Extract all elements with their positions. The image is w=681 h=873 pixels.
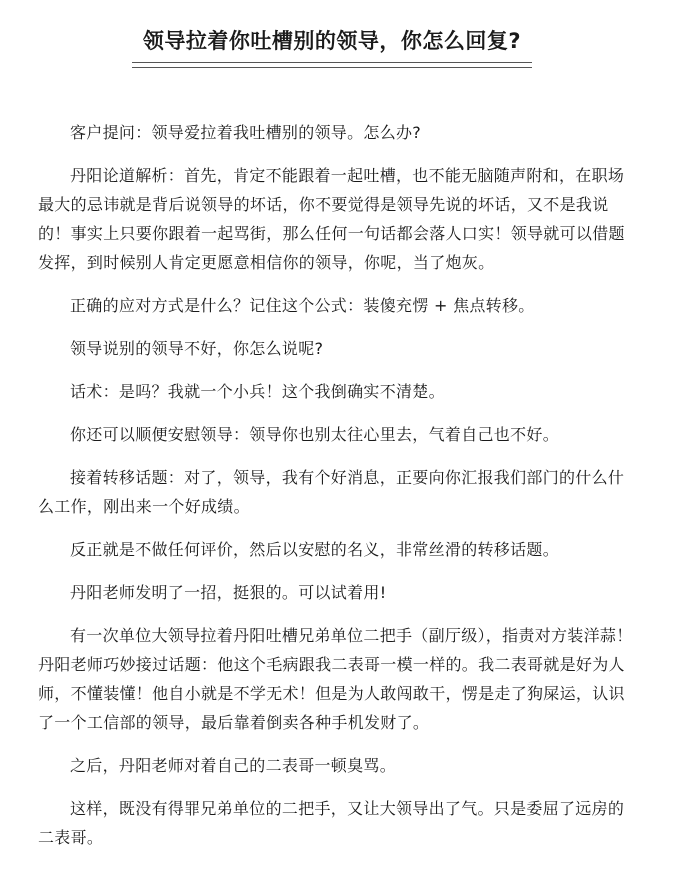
- paragraph-formula: 正确的应对方式是什么？记住这个公式：装傻充愣 + 焦点转移。: [70, 296, 535, 315]
- paragraph-script: 话术：是吗？我就一个小兵！这个我倒确实不清楚。: [70, 382, 445, 401]
- title-double-underline: [132, 62, 532, 68]
- paragraph-how-to-respond: 领导说别的领导不好，你怎么说呢?: [70, 339, 324, 358]
- paragraph-trick-intro: 丹阳老师发明了一招，挺狠的。可以试着用!: [70, 583, 387, 602]
- title-block: [132, 26, 532, 68]
- paragraph-comfort: 你还可以顺便安慰领导：领导你也别太往心里去，气着自己也不好。: [70, 425, 560, 444]
- article-title: 领导拉着你吐槽别的领导，你怎么回复?: [142, 29, 522, 53]
- paragraph-story: 有一次单位大领导拉着丹阳吐槽兄弟单位二把手（副厅级），指责对方装洋蒜！丹阳老师巧妙接过话题：他这个毛病跟我二表哥一模一样的。我二表哥就是好为人师，不懂装懂！他自小就是不学无术！但是为人敢闯敢干，愣是走了狗屎运，认识了一个工信部的领导，最后靠着倒卖各种手机发财了。: [38, 626, 633, 732]
- paragraph-customer-question: 客户提问：领导爱拉着我吐槽别的领导。怎么办?: [70, 123, 422, 142]
- paragraph-analysis: 丹阳论道解析：首先，肯定不能跟着一起吐槽，也不能无脑随声附和，在职场最大的忌讳就是背后说领导的坏话，你不要觉得是领导先说的坏话，又不是我说的！事实上只要你跟着一起骂街，那么任何一句话都会落人口实！领导就可以借题发挥，到时候别人肯定更愿意相信你的领导，你呢，当了炮灰。: [38, 166, 625, 272]
- paragraph-scolding: 之后，丹阳老师对着自己的二表哥一顿臭骂。: [70, 756, 397, 775]
- paragraph-no-comment: 反正就是不做任何评价，然后以安慰的名义，非常丝滑的转移话题。: [70, 540, 560, 559]
- paragraph-change-topic: 接着转移话题：对了，领导，我有个好消息，正要向你汇报我们部门的什么什么工作，刚出来一个好成绩。: [38, 468, 625, 516]
- paragraph-conclusion: 这样，既没有得罪兄弟单位的二把手，又让大领导出了气。只是委屈了远房的二表哥。: [38, 799, 625, 847]
- article-body: [38, 118, 638, 866]
